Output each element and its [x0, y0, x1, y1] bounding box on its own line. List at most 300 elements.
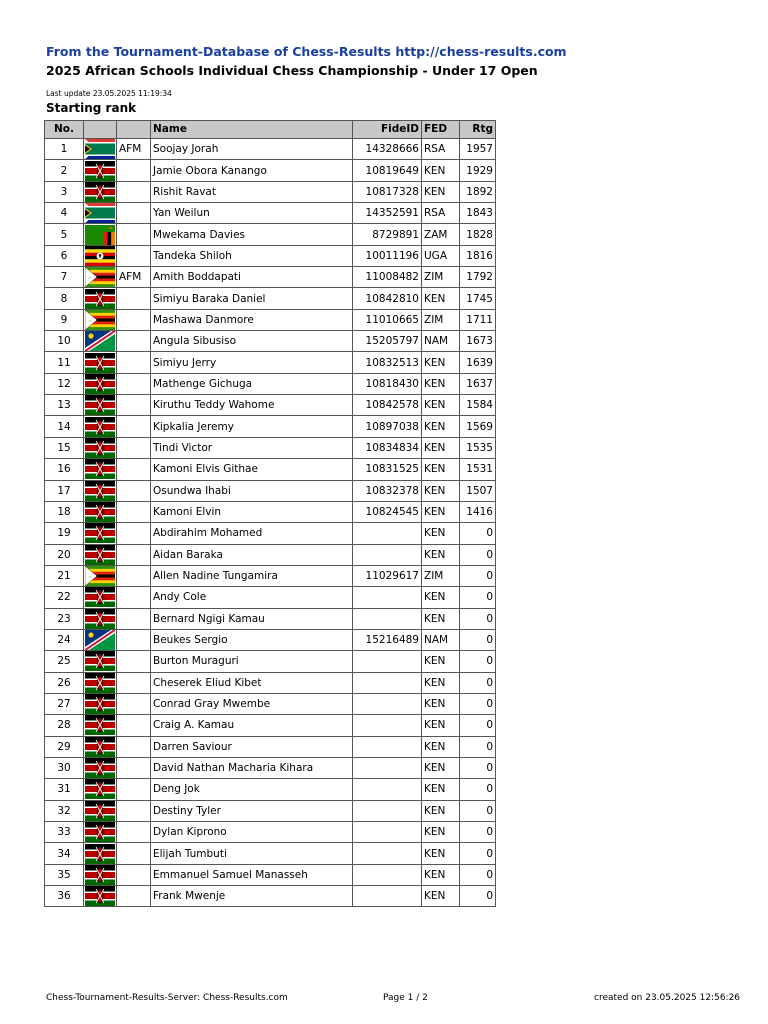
- cell-fed: KEN: [422, 373, 460, 394]
- cell-fed: KEN: [422, 352, 460, 373]
- cell-name: Angula Sibusiso: [151, 331, 353, 352]
- cell-flag: [84, 373, 117, 394]
- tournament-title: 2025 African Schools Individual Chess Championship - Under 17 Open: [46, 63, 538, 78]
- cell-rtg: 0: [460, 864, 496, 885]
- cell-no: 17: [45, 480, 84, 501]
- cell-name: Frank Mwenje: [151, 886, 353, 907]
- footer-created: created on 23.05.2025 12:56:26: [594, 993, 741, 1003]
- flag-ken-icon: [84, 481, 116, 501]
- cell-fed: KEN: [422, 843, 460, 864]
- table-row: [45, 224, 496, 245]
- cell-flag: [84, 160, 117, 181]
- cell-name: Dylan Kiprono: [151, 822, 353, 843]
- table-row: [45, 715, 496, 736]
- cell-rtg: 1745: [460, 288, 496, 309]
- cell-no: 26: [45, 672, 84, 693]
- cell-fideid: 10832378: [353, 480, 422, 501]
- cell-title: [117, 523, 151, 544]
- cell-title: [117, 245, 151, 266]
- table-row: [45, 480, 496, 501]
- cell-fed: RSA: [422, 139, 460, 160]
- cell-fed: RSA: [422, 203, 460, 224]
- cell-flag: [84, 672, 117, 693]
- flag-ken-icon: [84, 438, 116, 458]
- cell-flag: [84, 352, 117, 373]
- cell-no: 31: [45, 779, 84, 800]
- col-title: [117, 121, 151, 139]
- cell-fed: KEN: [422, 437, 460, 458]
- cell-rtg: 1416: [460, 501, 496, 522]
- flag-ken-icon: [84, 673, 116, 693]
- table-row: [45, 181, 496, 202]
- cell-title: [117, 886, 151, 907]
- cell-flag: [84, 416, 117, 437]
- cell-title: [117, 203, 151, 224]
- table-row: [45, 565, 496, 586]
- cell-rtg: 1929: [460, 160, 496, 181]
- cell-no: 20: [45, 544, 84, 565]
- cell-title: [117, 395, 151, 416]
- cell-no: 16: [45, 459, 84, 480]
- cell-name: Tindi Victor: [151, 437, 353, 458]
- cell-fed: KEN: [422, 715, 460, 736]
- cell-no: 23: [45, 608, 84, 629]
- table-row: [45, 352, 496, 373]
- cell-rtg: 0: [460, 886, 496, 907]
- cell-fed: KEN: [422, 693, 460, 714]
- cell-fideid: 10817328: [353, 181, 422, 202]
- cell-flag: [84, 288, 117, 309]
- table-row: [45, 139, 496, 160]
- cell-title: [117, 288, 151, 309]
- table-row: [45, 693, 496, 714]
- cell-flag: [84, 459, 117, 480]
- cell-name: Kipkalia Jeremy: [151, 416, 353, 437]
- flag-ken-icon: [84, 374, 116, 394]
- cell-name: Jamie Obora Kanango: [151, 160, 353, 181]
- cell-name: Tandeka Shiloh: [151, 245, 353, 266]
- table-row: [45, 587, 496, 608]
- cell-flag: [84, 864, 117, 885]
- cell-rtg: 1531: [460, 459, 496, 480]
- cell-flag: [84, 523, 117, 544]
- flag-ken-icon: [84, 395, 116, 415]
- cell-flag: [84, 437, 117, 458]
- flag-ken-icon: [84, 182, 116, 202]
- table-row: [45, 373, 496, 394]
- cell-fideid: 10818430: [353, 373, 422, 394]
- cell-no: 25: [45, 651, 84, 672]
- cell-fed: KEN: [422, 587, 460, 608]
- flag-ken-icon: [84, 758, 116, 778]
- cell-fideid: 14352591: [353, 203, 422, 224]
- flag-nam-icon: [84, 630, 116, 650]
- cell-fideid: 10842578: [353, 395, 422, 416]
- cell-no: 29: [45, 736, 84, 757]
- flag-ken-icon: [84, 801, 116, 821]
- cell-name: Emmanuel Samuel Manasseh: [151, 864, 353, 885]
- flag-nam-icon: [84, 331, 116, 351]
- table-row: [45, 331, 496, 352]
- cell-flag: [84, 267, 117, 288]
- cell-rtg: 0: [460, 843, 496, 864]
- flag-ken-icon: [84, 459, 116, 479]
- cell-title: [117, 822, 151, 843]
- cell-rtg: 1639: [460, 352, 496, 373]
- cell-no: 2: [45, 160, 84, 181]
- cell-rtg: 1535: [460, 437, 496, 458]
- cell-rtg: 1957: [460, 139, 496, 160]
- cell-no: 33: [45, 822, 84, 843]
- table-row: [45, 822, 496, 843]
- cell-fideid: 10819649: [353, 160, 422, 181]
- table-row: [45, 886, 496, 907]
- cell-no: 5: [45, 224, 84, 245]
- cell-title: [117, 352, 151, 373]
- cell-rtg: 1792: [460, 267, 496, 288]
- cell-rtg: 0: [460, 693, 496, 714]
- col-fed: FED: [422, 121, 460, 139]
- cell-rtg: 0: [460, 565, 496, 586]
- cell-no: 24: [45, 629, 84, 650]
- flag-ken-icon: [84, 694, 116, 714]
- cell-rtg: 0: [460, 672, 496, 693]
- table-row: [45, 800, 496, 821]
- cell-rtg: 1637: [460, 373, 496, 394]
- flag-ken-icon: [84, 737, 116, 757]
- cell-flag: [84, 757, 117, 778]
- cell-no: 9: [45, 309, 84, 330]
- cell-title: [117, 587, 151, 608]
- cell-flag: [84, 651, 117, 672]
- cell-title: [117, 693, 151, 714]
- last-update: Last update 23.05.2025 11:19:34: [46, 89, 172, 98]
- cell-no: 15: [45, 437, 84, 458]
- cell-title: [117, 331, 151, 352]
- cell-fideid: [353, 886, 422, 907]
- cell-name: Darren Saviour: [151, 736, 353, 757]
- cell-fideid: 11010665: [353, 309, 422, 330]
- cell-flag: [84, 139, 117, 160]
- cell-title: [117, 864, 151, 885]
- cell-flag: [84, 331, 117, 352]
- cell-name: Craig A. Kamau: [151, 715, 353, 736]
- cell-title: [117, 736, 151, 757]
- cell-name: Burton Muraguri: [151, 651, 353, 672]
- cell-fed: KEN: [422, 800, 460, 821]
- cell-name: Elijah Tumbuti: [151, 843, 353, 864]
- cell-title: [117, 608, 151, 629]
- cell-rtg: 1711: [460, 309, 496, 330]
- table-row: [45, 651, 496, 672]
- cell-title: [117, 651, 151, 672]
- flag-ken-icon: [84, 844, 116, 864]
- cell-fed: UGA: [422, 245, 460, 266]
- cell-flag: [84, 736, 117, 757]
- cell-fideid: [353, 843, 422, 864]
- cell-no: 4: [45, 203, 84, 224]
- cell-rtg: 0: [460, 608, 496, 629]
- flag-zim-icon: [84, 267, 116, 287]
- flag-zim-icon: [84, 310, 116, 330]
- cell-name: Beukes Sergio: [151, 629, 353, 650]
- cell-rtg: 1569: [460, 416, 496, 437]
- cell-no: 21: [45, 565, 84, 586]
- cell-flag: [84, 715, 117, 736]
- cell-no: 13: [45, 395, 84, 416]
- cell-no: 7: [45, 267, 84, 288]
- cell-no: 18: [45, 501, 84, 522]
- cell-fed: KEN: [422, 160, 460, 181]
- cell-fideid: [353, 822, 422, 843]
- cell-title: [117, 459, 151, 480]
- cell-fed: KEN: [422, 523, 460, 544]
- cell-flag: [84, 245, 117, 266]
- flag-ken-icon: [84, 587, 116, 607]
- cell-flag: [84, 693, 117, 714]
- cell-no: 12: [45, 373, 84, 394]
- cell-fideid: 11029617: [353, 565, 422, 586]
- section-title: Starting rank: [46, 101, 137, 115]
- table-row: [45, 160, 496, 181]
- table-row: [45, 501, 496, 522]
- cell-no: 14: [45, 416, 84, 437]
- cell-fed: KEN: [422, 181, 460, 202]
- cell-title: [117, 715, 151, 736]
- cell-fideid: 10834834: [353, 437, 422, 458]
- cell-rtg: 0: [460, 822, 496, 843]
- cell-title: [117, 800, 151, 821]
- cell-flag: [84, 224, 117, 245]
- cell-no: 6: [45, 245, 84, 266]
- cell-fed: KEN: [422, 779, 460, 800]
- cell-name: Kamoni Elvis Githae: [151, 459, 353, 480]
- cell-rtg: 1892: [460, 181, 496, 202]
- cell-title: [117, 437, 151, 458]
- cell-no: 28: [45, 715, 84, 736]
- cell-rtg: 1507: [460, 480, 496, 501]
- flag-ken-icon: [84, 523, 116, 543]
- cell-title: [117, 843, 151, 864]
- cell-rtg: 1816: [460, 245, 496, 266]
- flag-ken-icon: [84, 161, 116, 181]
- cell-fideid: 11008482: [353, 267, 422, 288]
- cell-fed: ZIM: [422, 565, 460, 586]
- cell-flag: [84, 800, 117, 821]
- cell-fideid: 10831525: [353, 459, 422, 480]
- cell-fideid: [353, 864, 422, 885]
- cell-rtg: 1828: [460, 224, 496, 245]
- cell-fideid: [353, 800, 422, 821]
- table-row: [45, 544, 496, 565]
- flag-ken-icon: [84, 609, 116, 629]
- cell-name: Aidan Baraka: [151, 544, 353, 565]
- table-row: [45, 395, 496, 416]
- cell-flag: [84, 501, 117, 522]
- cell-flag: [84, 779, 117, 800]
- cell-flag: [84, 587, 117, 608]
- cell-no: 19: [45, 523, 84, 544]
- cell-fed: KEN: [422, 459, 460, 480]
- cell-no: 27: [45, 693, 84, 714]
- cell-rtg: 0: [460, 629, 496, 650]
- cell-fideid: [353, 693, 422, 714]
- cell-fideid: 10011196: [353, 245, 422, 266]
- table-row: [45, 843, 496, 864]
- cell-name: Soojay Jorah: [151, 139, 353, 160]
- cell-name: David Nathan Macharia Kihara: [151, 757, 353, 778]
- flag-uga-icon: [84, 246, 116, 266]
- cell-name: Yan Weilun: [151, 203, 353, 224]
- cell-rtg: 1843: [460, 203, 496, 224]
- cell-title: [117, 181, 151, 202]
- cell-title: [117, 544, 151, 565]
- table-row: [45, 437, 496, 458]
- cell-fideid: [353, 544, 422, 565]
- cell-name: Abdirahim Mohamed: [151, 523, 353, 544]
- cell-flag: [84, 565, 117, 586]
- cell-fideid: 10842810: [353, 288, 422, 309]
- cell-fed: ZIM: [422, 309, 460, 330]
- cell-fed: KEN: [422, 395, 460, 416]
- flag-ken-icon: [84, 353, 116, 373]
- footer-page: Page 1 / 2: [383, 993, 428, 1003]
- table-row: [45, 629, 496, 650]
- cell-fideid: [353, 715, 422, 736]
- cell-rtg: 0: [460, 715, 496, 736]
- cell-name: Kamoni Elvin: [151, 501, 353, 522]
- cell-fed: ZIM: [422, 267, 460, 288]
- cell-flag: [84, 203, 117, 224]
- cell-fed: NAM: [422, 331, 460, 352]
- cell-title: [117, 480, 151, 501]
- flag-zim-icon: [84, 566, 116, 586]
- cell-title: [117, 416, 151, 437]
- table-row: [45, 459, 496, 480]
- cell-name: Bernard Ngigi Kamau: [151, 608, 353, 629]
- cell-rtg: 0: [460, 587, 496, 608]
- cell-no: 22: [45, 587, 84, 608]
- flag-ken-icon: [84, 886, 116, 906]
- cell-fed: KEN: [422, 416, 460, 437]
- cell-fideid: [353, 608, 422, 629]
- cell-rtg: 0: [460, 523, 496, 544]
- flag-ken-icon: [84, 651, 116, 671]
- cell-flag: [84, 886, 117, 907]
- cell-no: 11: [45, 352, 84, 373]
- cell-name: Destiny Tyler: [151, 800, 353, 821]
- cell-title: [117, 224, 151, 245]
- cell-no: 32: [45, 800, 84, 821]
- col-no: No.: [45, 121, 84, 139]
- cell-fed: KEN: [422, 672, 460, 693]
- cell-title: [117, 757, 151, 778]
- cell-name: Osundwa Ihabi: [151, 480, 353, 501]
- cell-title: AFM: [117, 267, 151, 288]
- cell-rtg: 0: [460, 736, 496, 757]
- cell-no: 30: [45, 757, 84, 778]
- cell-rtg: 0: [460, 800, 496, 821]
- table-row: [45, 864, 496, 885]
- col-flag: [84, 121, 117, 139]
- source-link[interactable]: From the Tournament-Database of Chess-Results http://chess-results.com: [46, 44, 567, 59]
- cell-name: Mashawa Danmore: [151, 309, 353, 330]
- cell-name: Simiyu Jerry: [151, 352, 353, 373]
- cell-fideid: [353, 523, 422, 544]
- cell-name: Amith Boddapati: [151, 267, 353, 288]
- flag-ken-icon: [84, 502, 116, 522]
- cell-name: Conrad Gray Mwembe: [151, 693, 353, 714]
- footer-server: Chess-Tournament-Results-Server: Chess-Results.com: [46, 993, 288, 1003]
- cell-no: 8: [45, 288, 84, 309]
- cell-fideid: 10897038: [353, 416, 422, 437]
- cell-title: [117, 565, 151, 586]
- table-row: [45, 267, 496, 288]
- cell-fed: KEN: [422, 757, 460, 778]
- cell-rtg: 0: [460, 779, 496, 800]
- starting-rank-table: [44, 120, 496, 907]
- cell-no: 36: [45, 886, 84, 907]
- flag-ken-icon: [84, 715, 116, 735]
- table-row: [45, 288, 496, 309]
- cell-fideid: 10824545: [353, 501, 422, 522]
- cell-fed: ZAM: [422, 224, 460, 245]
- cell-no: 3: [45, 181, 84, 202]
- cell-flag: [84, 544, 117, 565]
- table-row: [45, 779, 496, 800]
- cell-rtg: 0: [460, 757, 496, 778]
- cell-fed: NAM: [422, 629, 460, 650]
- table-row: [45, 736, 496, 757]
- cell-flag: [84, 629, 117, 650]
- flag-zam-icon: [84, 225, 116, 245]
- cell-name: Deng Jok: [151, 779, 353, 800]
- cell-flag: [84, 309, 117, 330]
- cell-title: [117, 672, 151, 693]
- cell-fed: KEN: [422, 608, 460, 629]
- cell-name: Mathenge Gichuga: [151, 373, 353, 394]
- col-name: Name: [151, 121, 353, 139]
- table-row: [45, 245, 496, 266]
- cell-fideid: 15216489: [353, 629, 422, 650]
- cell-title: [117, 779, 151, 800]
- table-row: [45, 416, 496, 437]
- flag-ken-icon: [84, 289, 116, 309]
- cell-title: [117, 501, 151, 522]
- cell-fed: KEN: [422, 544, 460, 565]
- cell-title: [117, 309, 151, 330]
- cell-flag: [84, 480, 117, 501]
- flag-ken-icon: [84, 865, 116, 885]
- table-row: [45, 757, 496, 778]
- cell-fideid: 14328666: [353, 139, 422, 160]
- cell-title: [117, 629, 151, 650]
- cell-rtg: 0: [460, 651, 496, 672]
- cell-fideid: [353, 779, 422, 800]
- cell-fideid: 15205797: [353, 331, 422, 352]
- cell-title: [117, 373, 151, 394]
- col-rtg: Rtg: [460, 121, 496, 139]
- cell-fed: KEN: [422, 651, 460, 672]
- flag-ken-icon: [84, 822, 116, 842]
- cell-name: Andy Cole: [151, 587, 353, 608]
- cell-fed: KEN: [422, 886, 460, 907]
- table-row: [45, 608, 496, 629]
- cell-fed: KEN: [422, 288, 460, 309]
- table-row: [45, 309, 496, 330]
- cell-name: Kiruthu Teddy Wahome: [151, 395, 353, 416]
- cell-fed: KEN: [422, 501, 460, 522]
